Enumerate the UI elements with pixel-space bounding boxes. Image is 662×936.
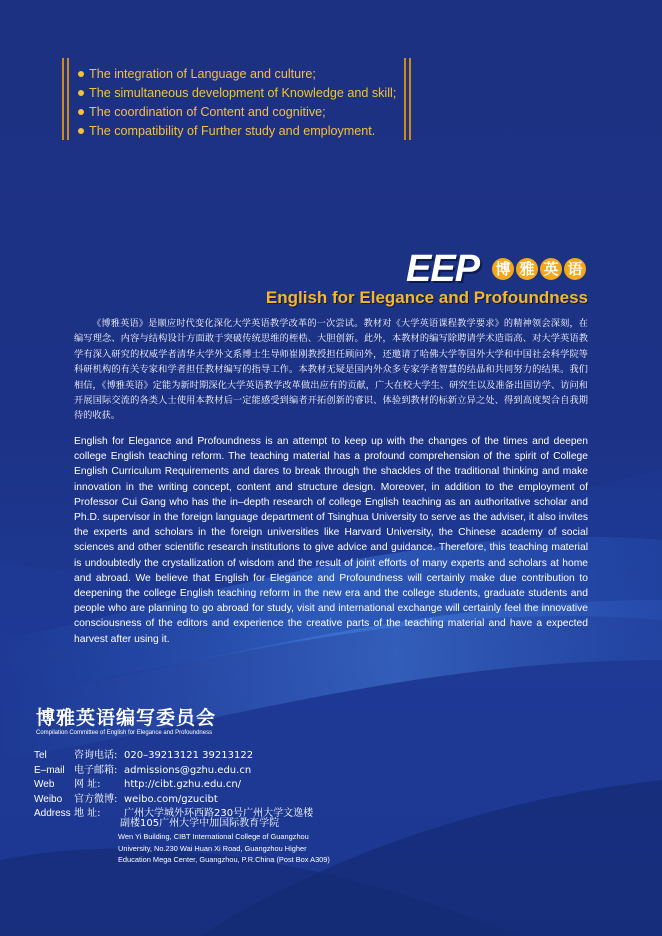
contact-row-web: Web 网 址: http://cibt.gzhu.edu.cn/ — [34, 779, 242, 790]
contact-row-address: Address 地 址: 广州大学城外环西路230号广州大学文逸楼 — [34, 808, 314, 819]
book-subtitle: English for Elegance and Profoundness — [265, 288, 588, 307]
eep-chinese-badges — [492, 258, 586, 280]
committee-title: 博雅英语编写委员会 — [36, 707, 217, 729]
highlight-item: The simultaneous development of Knowledge and skill; — [78, 84, 396, 103]
english-description: English for Elegance and Profoundness is an attempt to keep up with the changes of the times and deepen college English teaching reform. The teaching material has a profound comprehension of the spirit of College English Curriculum Requirements and dares to break through the shackles of the traditional thinking and make innovation in the writing concept, content and structure design. Moreover, in addition to the employment of Professor Cui Gang who has the in–depth research of college English teaching as an authoritative scholar and Ph.D. supervisor in the foreign language department of Tsinghua University to serve as the adviser, it also invites the experts and scholars in the foreign universities like Harvard University, the Chinese academy of social sciences and other scientific research institutions to give advice and guidance. Therefore, this teaching material is undoubtedly the crystallization of wisdom and the result of joint efforts of many experts and scholars at home and abroad. We believe that English for Elegance and Profoundness will certainly make due contribution to deepening the college English teaching reform in the new era and the college students, graduate students and people who are planning to go abroad for study, visit and international exchange will certainly feel the innovative consciousness of the editors and experience the creative parts of the teaching material and have a expected harvest after using it. — [74, 436, 588, 645]
left-bracket-decoration — [62, 58, 65, 140]
contact-row-weibo: Weibo 官方微博: weibo.com/gzucibt — [34, 793, 218, 805]
address-english-line: University, No.230 Wai Huan Xi Road, Guangzhou Higher — [118, 843, 307, 853]
address-english — [118, 831, 330, 866]
badge-char: 雅 — [516, 258, 538, 280]
highlight-item: The compatibility of Further study and employment. — [78, 122, 396, 141]
bullet-dot-icon — [78, 128, 84, 134]
address-continued: 副楼105广州大学中加国际教育学院 — [120, 818, 280, 829]
highlight-item: The coordination of Content and cognitive; — [78, 103, 396, 122]
bullet-dot-icon — [78, 90, 84, 96]
highlights-box — [62, 58, 414, 140]
contact-info — [34, 749, 313, 822]
address-english-line: Education Mega Center, Guangzhou, P.R.China (Post Box A309) — [118, 855, 330, 864]
contact-row-tel: Tel 咨询电话: 020–39213121 39213122 — [34, 750, 254, 761]
address-english-line: Wen Yi Building, CIBT International College of Guangzhou — [118, 832, 309, 841]
badge-char: 英 — [540, 258, 562, 280]
committee-subtitle: Compilation Committee of English for Elegance and Profoundness — [36, 730, 213, 736]
highlights-list — [78, 65, 396, 141]
highlight-item: The integration of Language and culture; — [78, 65, 396, 84]
right-bracket-decoration — [404, 58, 407, 140]
eep-logo: EEP — [406, 248, 480, 290]
bullet-dot-icon — [78, 71, 84, 77]
badge-char: 博 — [492, 258, 514, 280]
chinese-description: 《博雅英语》是顺应时代变化深化大学英语教学改革的一次尝试。教材对《大学英语课程教学要求》的精神领会深刻，在编写理念、内容与结构设计方面敢于突破传统思维的桎梏、大胆创新。此外，本教材的编写除聘请学术造诣高、对大学英语教学有深入研究的权威学者清华大学外文系博士生导师崔刚教授担任顾问外，还邀请了哈佛大学等国外大学和中国社会科学院等科研机构的有关专家和学者担任教材编写的指导工作。本教材无疑是国内外众多专家学者智慧的结晶和共同努力的结果。我们相信，《博雅英语》定能为新时期深化大学英语教学改革做出应有的贡献，广大在校大学生、研究生以及准备出国访学、访问和开展国际交流的各类人士使用本教材后一定能感受到编者开拓创新的睿识、体验到教材的标新立异之处、得到高度契合自我期待的收获。 — [74, 318, 588, 422]
contact-row-email: E–mail 电子邮箱: admissions@gzhu.edu.cn — [34, 764, 252, 776]
badge-char: 语 — [564, 258, 586, 280]
bullet-dot-icon — [78, 109, 84, 115]
